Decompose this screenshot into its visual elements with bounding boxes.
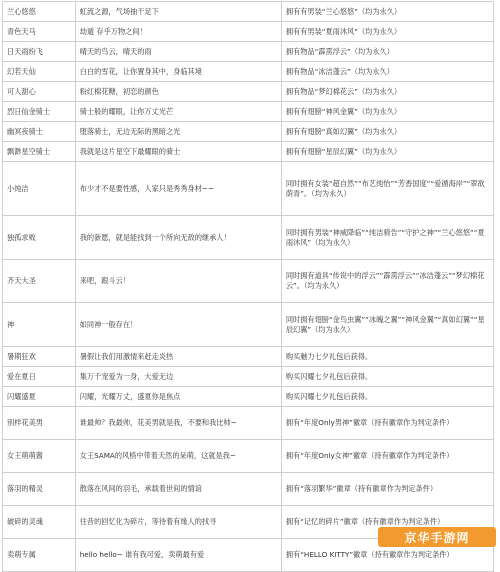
title-name-cell: 女王萌萌酱	[3, 440, 76, 473]
title-name-cell: 独孤求败	[3, 216, 76, 260]
title-description-cell: 集万千宠爱为一身，大爱无边	[75, 367, 281, 387]
title-name-cell: 青色天马	[3, 22, 76, 42]
title-name-cell: 烈日仙金骑士	[3, 102, 76, 122]
site-watermark-logo	[378, 527, 496, 547]
table-row	[3, 122, 494, 142]
title-table-body	[3, 2, 494, 572]
title-description-cell: 骑士般的耀眼，让你万丈光芒	[75, 102, 281, 122]
title-name-cell: 小纯洁	[3, 162, 76, 216]
table-row	[3, 142, 494, 162]
title-description-cell: 粉红棉花糖，初恋的颜色	[75, 82, 281, 102]
title-condition-cell: 拥有“落羽繁华”徽章（持有徽章作为判定条件）	[281, 473, 493, 506]
title-condition-cell: 同时拥有翅膀“金鸟虫翼”“冰魄之翼”“神风金翼”“真如幻翼”“星辰幻翼”（均为永久）	[281, 303, 493, 347]
title-condition-cell: 购买闪耀七夕礼包后获得。	[281, 367, 493, 387]
title-name-cell: 日天雨纷飞	[3, 42, 76, 62]
title-description-cell: 我的新愿，就是能找到一个所向无敌的继承人！	[75, 216, 281, 260]
title-description-cell: 白白的雪花，让你置身其中，身临其境	[75, 62, 281, 82]
title-description-cell: 虹流之源，气场抽干足下	[75, 2, 281, 22]
table-row	[3, 162, 494, 216]
table-row	[3, 102, 494, 122]
table-row	[3, 387, 494, 407]
title-condition-cell: 购买魅力七夕礼包后获得。	[281, 347, 493, 367]
title-condition-cell: 拥有有男装“夏雨沐风”（均为永久）	[281, 22, 493, 42]
title-table	[2, 1, 494, 572]
title-condition-cell: 拥有有翅膀“真如幻翼”（均为永久）	[281, 122, 493, 142]
title-description-cell: 暑假让我们用激情来赶走炎热	[75, 347, 281, 367]
title-description-cell: 劫遁 存乎万物之间！	[75, 22, 281, 42]
title-description-cell: 散落在风间的羽毛，承载着世间的情谊	[75, 473, 281, 506]
watermark-text: 京华手游网	[404, 530, 470, 545]
title-name-cell: 兰心悠悠	[3, 2, 76, 22]
title-condition-cell: 拥有有翅膀“神风金翼”（均为永久）	[281, 102, 493, 122]
title-description-cell: hello hello~ 谁有我可爱，卖萌最有爱	[75, 539, 281, 572]
title-description-cell: 谁最帅？我最帅，花美男就是我，不要和我比帅~	[75, 407, 281, 440]
title-description-cell: 如同神一般存在！	[75, 303, 281, 347]
title-description-cell: 晴天的鸟云，晴天的雨	[75, 42, 281, 62]
title-condition-cell: 拥有“年度Only男神”徽章（持有徽章作为判定条件）	[281, 407, 493, 440]
title-name-cell: 落羽的精灵	[3, 473, 76, 506]
table-row	[3, 260, 494, 303]
title-description-cell: 来吧，跟斗云！	[75, 260, 281, 303]
title-condition-cell: 拥有物品“梦幻棉花云”（均为永久）	[281, 82, 493, 102]
title-description-cell: 堕落骑士，无边无际的黑暗之光	[75, 122, 281, 142]
table-row	[3, 303, 494, 347]
title-condition-cell: 拥有物品“霹雳浮云”（均为永久）	[281, 42, 493, 62]
table-row	[3, 22, 494, 42]
title-condition-cell: 同时拥有女装“超自然”“布艺纯怡”“芳香国度”“爱循海岸”“翠欲荫青”。（均为永久）	[281, 162, 493, 216]
title-name-cell: 暑期狂欢	[3, 347, 76, 367]
title-condition-cell: 拥有有翅膀“星辰幻翼”（均为永久）	[281, 142, 493, 162]
title-name-cell: 幽冥夜骑士	[3, 122, 76, 142]
title-description-cell: 女王SAMA的风格中带着天然的呆萌，这就是我~	[75, 440, 281, 473]
title-condition-cell: 拥有“记忆的碎片”徽章（持有徽章作为判定条件）	[281, 506, 493, 539]
title-description-cell: 布少才不是要性感，人家只是秀秀身材~~	[75, 162, 281, 216]
table-row	[3, 82, 494, 102]
title-description-cell: 闪耀，光耀万丈，盛夏你是焦点	[75, 387, 281, 407]
title-condition-cell: 拥有有男装“兰心悠悠”（均为永久）	[281, 2, 493, 22]
table-row	[3, 216, 494, 260]
table-row	[3, 407, 494, 440]
title-condition-cell: 拥有物品“冰洁蓬云”（均为永久）	[281, 62, 493, 82]
title-name-cell: 齐天大圣	[3, 260, 76, 303]
table-row	[3, 367, 494, 387]
title-condition-cell: 同时拥有男装“神威降临”“纯洁骑告”“守护之神”“兰心悠悠”“夏雨沐风”（均为永久）	[281, 216, 493, 260]
title-name-cell: 可人甜心	[3, 82, 76, 102]
title-condition-cell: 购买闪耀七夕礼包后获得。	[281, 387, 493, 407]
table-row	[3, 2, 494, 22]
table-row	[3, 473, 494, 506]
table-row	[3, 440, 494, 473]
table-row	[3, 347, 494, 367]
title-name-cell: 爱在夏日	[3, 367, 76, 387]
table-row	[3, 62, 494, 82]
title-description-cell: 往昔的回忆化为碎片，等待着有缘人的找寻	[75, 506, 281, 539]
table-row	[3, 42, 494, 62]
title-name-cell: 闪耀盛夏	[3, 387, 76, 407]
title-name-cell: 别样花美男	[3, 407, 76, 440]
title-name-cell: 神	[3, 303, 76, 347]
title-name-cell: 幻若天仙	[3, 62, 76, 82]
title-name-cell: 飘渺星空骑士	[3, 142, 76, 162]
title-name-cell: 卖萌专属	[3, 539, 76, 572]
title-condition-cell: 拥有“HELLO KITTY”徽章（持有徽章作为判定条件）	[281, 539, 493, 572]
title-description-cell: 我就是这片星空下最耀眼的骑士	[75, 142, 281, 162]
title-condition-cell: 同时拥有道具“传说中的浮云”“霹雳浮云”“冰洁蓬云”“梦幻棉花云”。（均为永久）	[281, 260, 493, 303]
title-name-cell: 破碎的灵魂	[3, 506, 76, 539]
title-condition-cell: 拥有“年度Only女神”徽章（持有徽章作为判定条件）	[281, 440, 493, 473]
